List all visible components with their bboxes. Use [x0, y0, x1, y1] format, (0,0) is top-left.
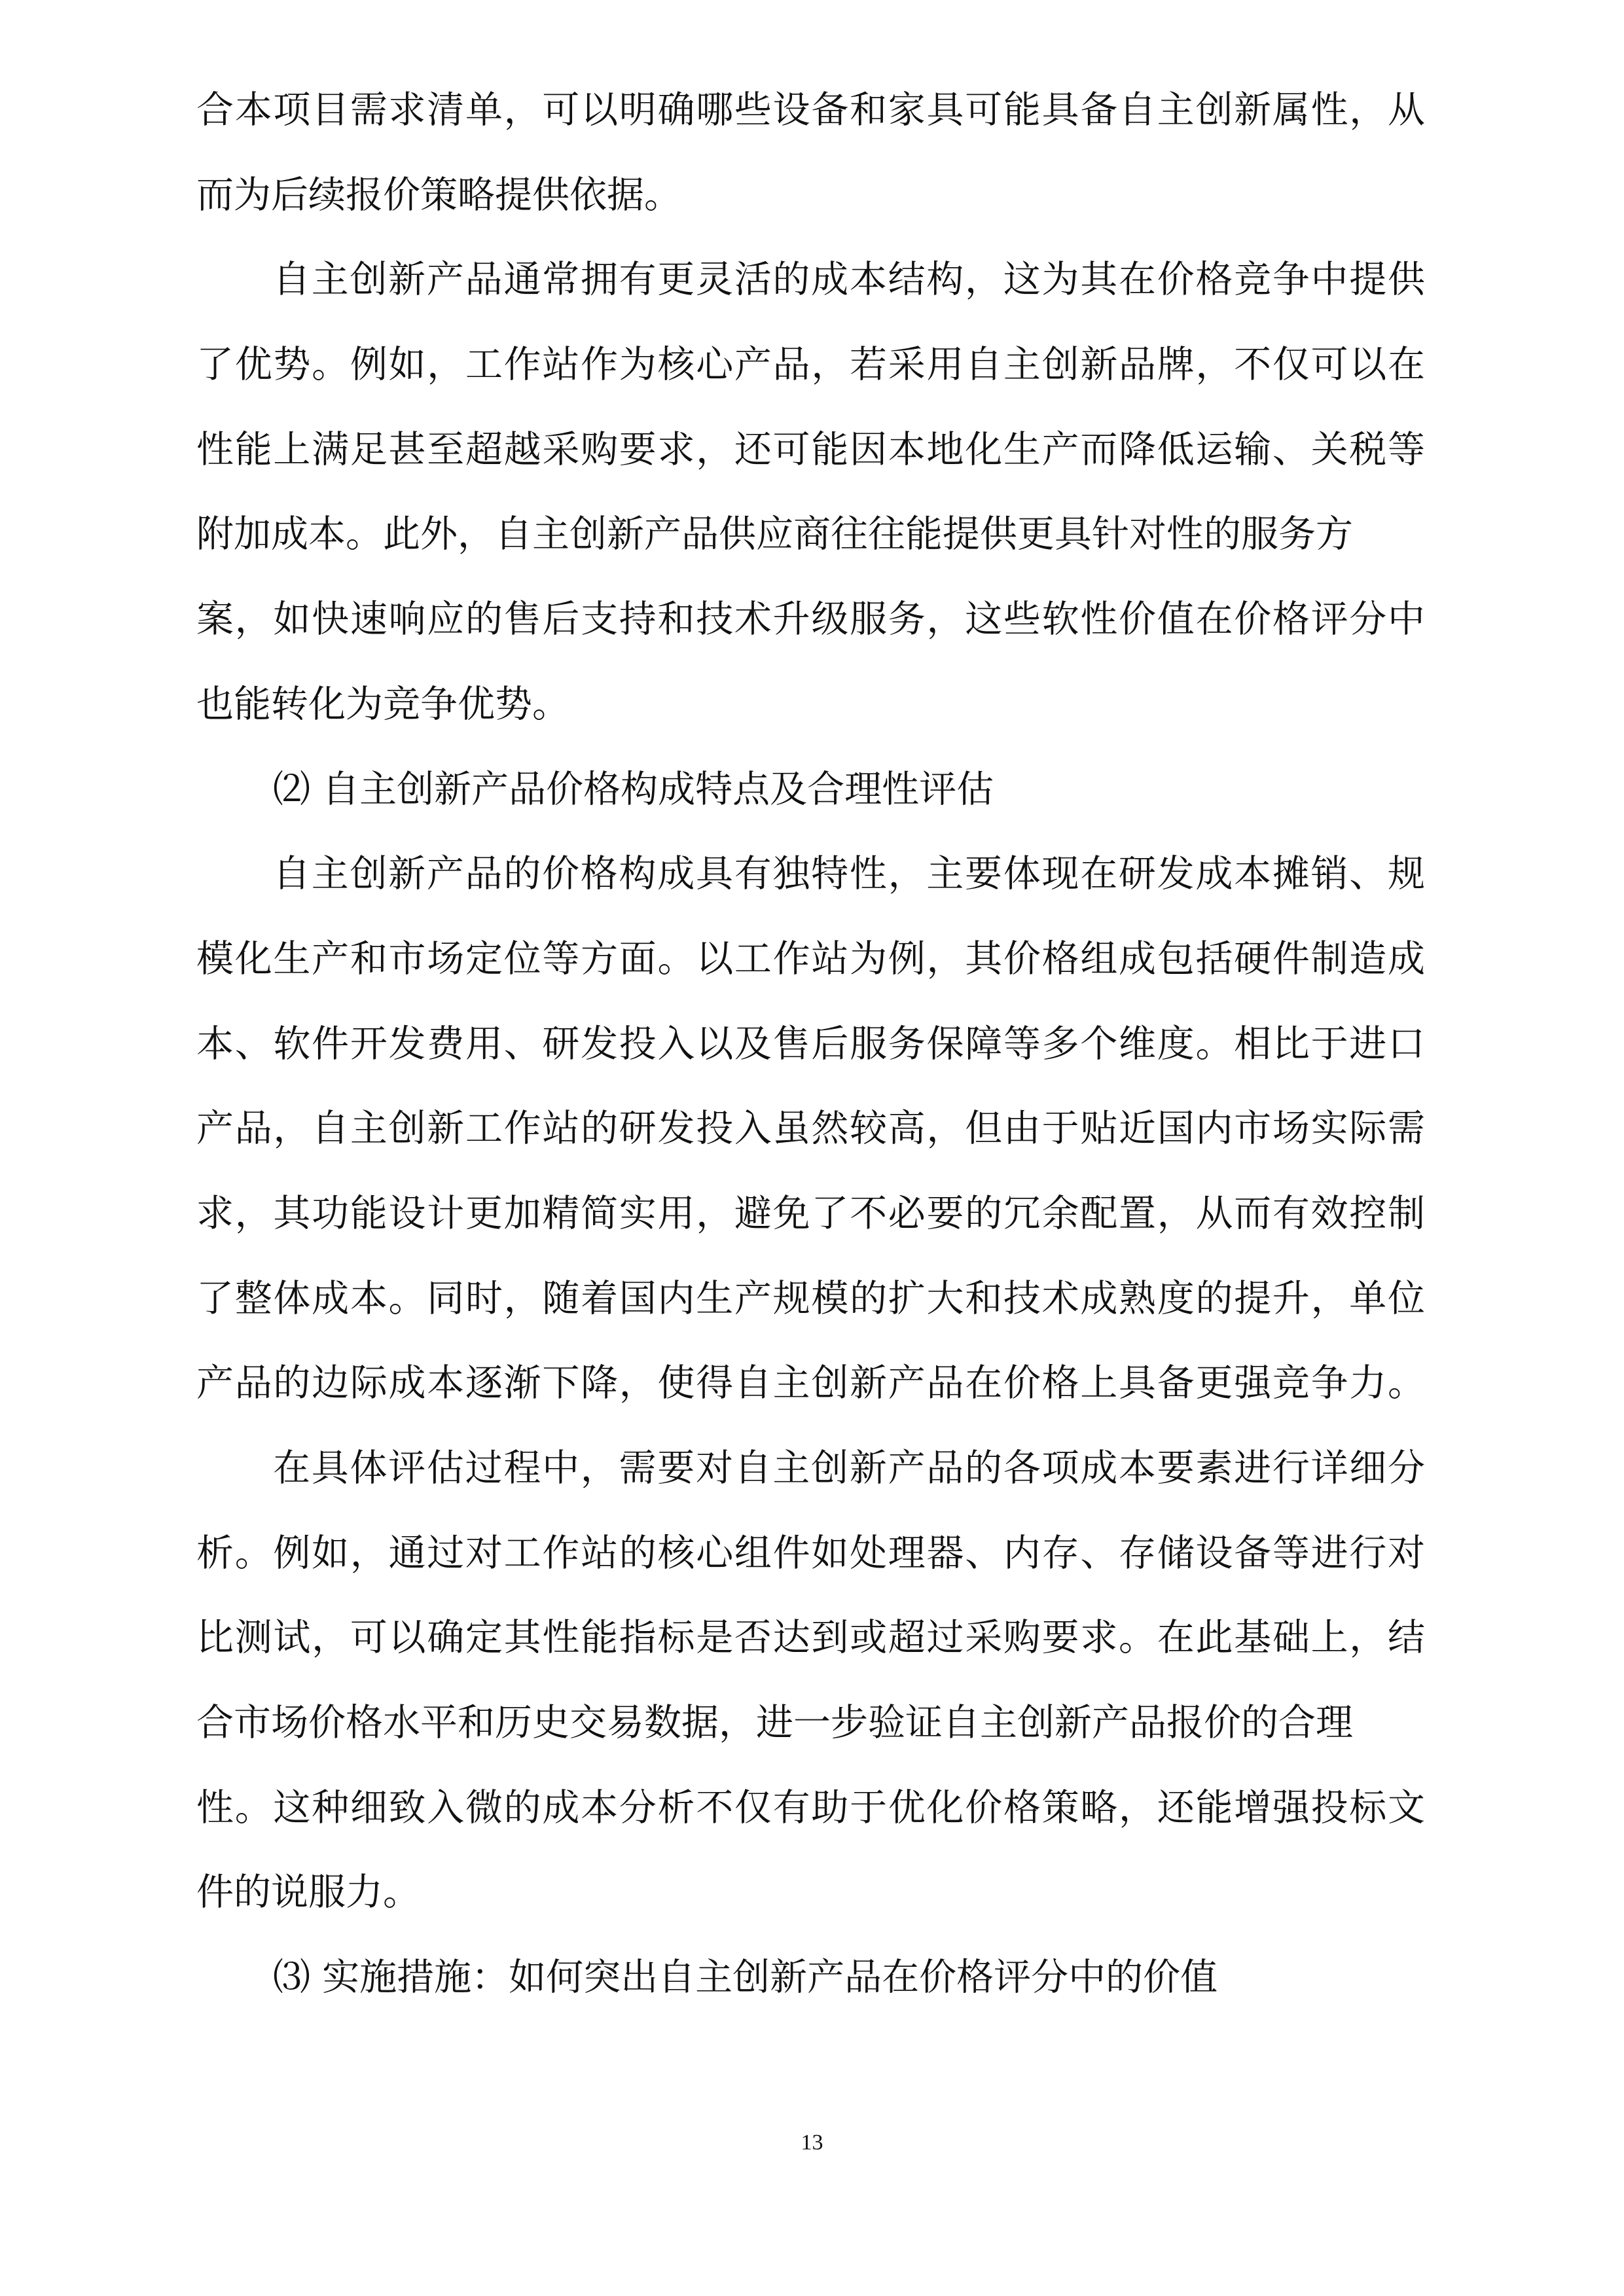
page-number: 13	[801, 2130, 823, 2155]
section-heading: ⑶ 实施措施：如何突出自主创新产品在价格评分中的价值	[273, 1956, 1218, 2000]
paragraph-line: 比测试，可以确定其性能指标是否达到或超过采购要求。在此基础上，结	[196, 1616, 1425, 1660]
paragraph-line: 案，如快速响应的售后支持和技术升级服务，这些软性价值在价格评分中	[196, 598, 1425, 641]
paragraph-line: 自主创新产品的价格构成具有独特性，主要体现在研发成本摊销、规	[273, 852, 1425, 896]
paragraph-line: 产品的边际成本逐渐下降，使得自主创新产品在价格上具备更强竞争力。	[196, 1361, 1425, 1405]
paragraph-line: 了整体成本。同时，随着国内生产规模的扩大和技术成熟度的提升，单位	[196, 1276, 1425, 1320]
section-heading: ⑵ 自主创新产品价格构成特点及合理性评估	[273, 767, 994, 811]
paragraph-line: 合市场价格水平和历史交易数据，进一步验证自主创新产品报价的合理	[196, 1701, 1353, 1745]
paragraph-line: 了优势。例如，工作站作为核心产品，若采用自主创新品牌，不仅可以在	[196, 343, 1425, 387]
paragraph-line: 合本项目需求清单，可以明确哪些设备和家具可能具备自主创新属性，从	[196, 88, 1425, 132]
paragraph-line: 模化生产和市场定位等方面。以工作站为例，其价格组成包括硬件制造成	[196, 937, 1425, 980]
paragraph-line: 附加成本。此外，自主创新产品供应商往往能提供更具针对性的服务方	[196, 512, 1353, 556]
paragraph-line: 本、软件开发费用、研发投入以及售后服务保障等多个维度。相比于进口	[196, 1022, 1425, 1066]
paragraph-line: 性。这种细致入微的成本分析不仅有助于优化价格策略，还能增强投标文	[196, 1785, 1425, 1829]
paragraph-line: 析。例如，通过对工作站的核心组件如处理器、内存、存储设备等进行对	[196, 1531, 1425, 1575]
paragraph-line: 也能转化为竞争优势。	[196, 682, 569, 726]
paragraph-line: 而为后续报价策略提供依据。	[196, 173, 681, 217]
paragraph-line: 产品，自主创新工作站的研发投入虽然较高，但由于贴近国内市场实际需	[196, 1107, 1425, 1151]
body-text	[196, 68, 1425, 2020]
paragraph-line: 自主创新产品通常拥有更灵活的成本结构，这为其在价格竞争中提供	[273, 258, 1425, 302]
paragraph-line: 在具体评估过程中，需要对自主创新产品的各项成本要素进行详细分	[273, 1446, 1425, 1490]
paragraph-line: 性能上满足甚至超越采购要求，还可能因本地化生产而降低运输、关税等	[196, 427, 1425, 471]
paragraph-line: 件的说服力。	[196, 1871, 420, 1914]
paragraph-line: 求，其功能设计更加精简实用，避免了不必要的冗余配置，从而有效控制	[196, 1191, 1425, 1235]
